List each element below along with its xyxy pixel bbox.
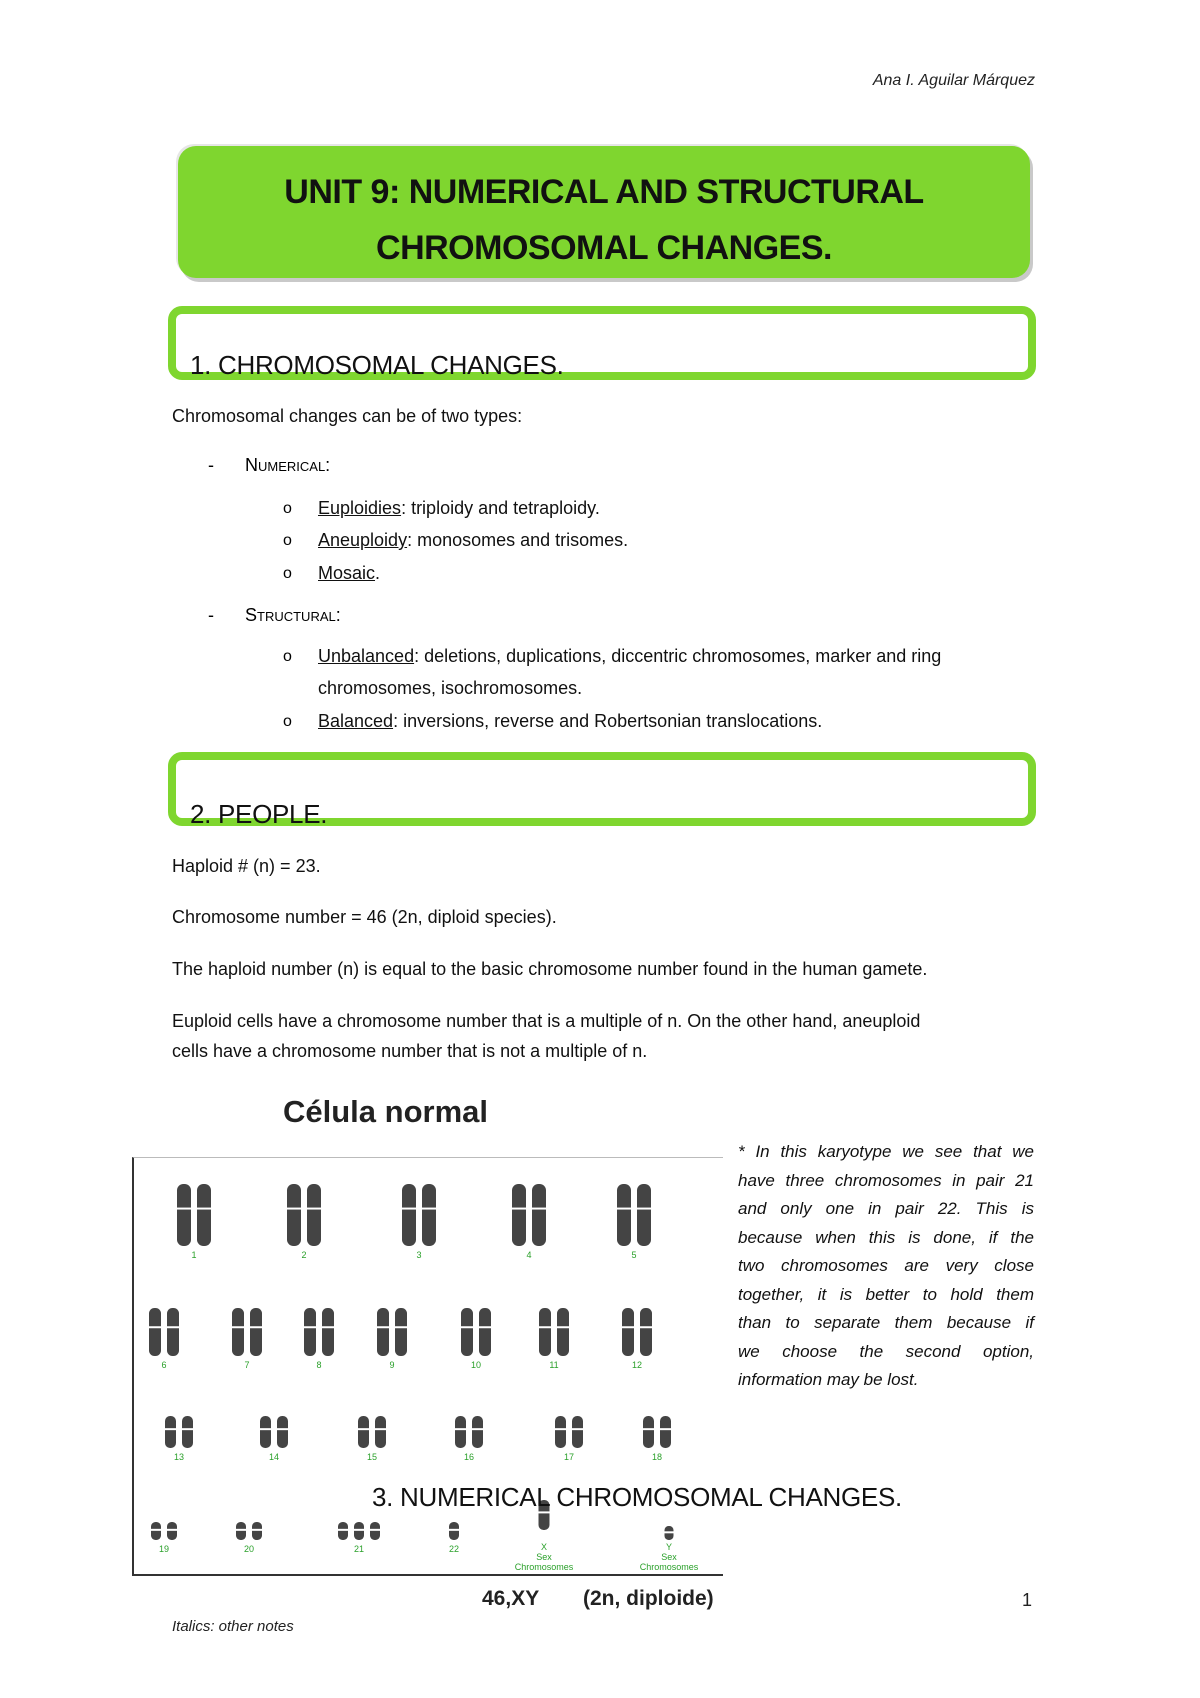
chromosome-pair-label: 9: [389, 1360, 395, 1370]
text-euploidies: : triploidy and tetraploidy.: [401, 498, 600, 518]
centromere: [231, 1326, 245, 1328]
text-unbalanced: : deletions, duplications, diccentric chromosomes, marker and ring: [414, 646, 942, 666]
sex-chromosome-label: X: [540, 1542, 548, 1552]
chromosome-pair-label: 20: [243, 1544, 255, 1554]
chromosome: [277, 1416, 288, 1448]
haploid-definition: The haploid number (n) is equal to the basic chromosome number found in the human gamete.: [172, 959, 928, 979]
centromere: [259, 1428, 272, 1430]
chromosome-pair-label: 8: [316, 1360, 322, 1370]
term-mosaic: Mosaic: [318, 563, 376, 583]
bullet-icon: o: [283, 713, 292, 730]
chromosome: [232, 1308, 244, 1356]
centromere: [460, 1326, 474, 1328]
note-line: together, it is better to hold them: [738, 1284, 1034, 1304]
centromere: [621, 1326, 635, 1328]
centromere: [306, 1208, 322, 1210]
chromosome: [177, 1184, 191, 1246]
centromere: [664, 1531, 675, 1533]
list-item-unbalanced: [318, 643, 1038, 701]
chromosome-pair-label: 10: [470, 1360, 482, 1370]
note-line: than to separate them because if: [738, 1313, 1034, 1332]
chromosome: [402, 1184, 416, 1246]
centromere: [401, 1208, 417, 1210]
centromere: [369, 1529, 381, 1531]
chromosome-pair-label: 17: [563, 1452, 575, 1462]
centromere: [337, 1529, 349, 1531]
chromosome: [149, 1308, 161, 1356]
chromosome: [354, 1522, 364, 1540]
chromosome: [236, 1522, 246, 1540]
unit-title: [178, 164, 1030, 276]
term-euploidies: Euploidies: [318, 498, 402, 518]
centromere: [353, 1529, 365, 1531]
chromosome: [304, 1308, 316, 1356]
chromosome: [637, 1184, 651, 1246]
euploid-definition-line1: Euploid cells have a chromosome number that is a multiple of n. On the other hand, aneuploid: [172, 1011, 921, 1031]
page-number: 1: [1022, 1590, 1033, 1610]
bullet-icon: o: [283, 648, 292, 665]
chromosome: [660, 1416, 671, 1448]
centromere: [374, 1428, 387, 1430]
chromosome: [395, 1308, 407, 1356]
haploid-text: Haploid # (n) = 23.: [172, 856, 321, 876]
chromosome: [461, 1308, 473, 1356]
note-line: have three chromosomes in pair 21: [738, 1170, 1034, 1190]
centromere: [166, 1326, 180, 1328]
chromosome: [167, 1308, 179, 1356]
numerical-dash: -: [208, 455, 214, 475]
chromosome-pair-label: 4: [526, 1250, 532, 1260]
note-line: because when this is done, if the: [738, 1227, 1034, 1247]
chromosome: [640, 1308, 652, 1356]
centromere: [376, 1326, 390, 1328]
chromosome: [643, 1416, 654, 1448]
unit-title-line2: CHROMOSOMAL CHANGES.: [376, 229, 832, 267]
list-item-mosaic: [318, 560, 380, 586]
chromosome-pair-label: 12: [631, 1360, 643, 1370]
centromere: [166, 1529, 178, 1531]
chromosome-pair-label: 2: [301, 1250, 307, 1260]
chromosome: [472, 1416, 483, 1448]
chromosome: [555, 1416, 566, 1448]
term-aneuploidy: Aneuploidy: [318, 530, 408, 550]
chromosome: [260, 1416, 271, 1448]
bullet-icon: o: [283, 532, 292, 549]
section3-heading: 3. NUMERICAL CHROMOSOMAL CHANGES.: [372, 1482, 902, 1512]
centromere: [176, 1208, 192, 1210]
chromosome-pair-label: 18: [651, 1452, 663, 1462]
chromosome: [358, 1416, 369, 1448]
centromere: [251, 1529, 263, 1531]
chromosome: [322, 1308, 334, 1356]
chromosome: [167, 1522, 177, 1540]
karyotype-title: Célula normal: [283, 1094, 488, 1129]
chromosome: [572, 1416, 583, 1448]
chromosome: [287, 1184, 301, 1246]
centromere: [511, 1208, 527, 1210]
centromere: [538, 1326, 552, 1328]
bullet-icon: o: [283, 500, 292, 517]
centromere: [531, 1208, 547, 1210]
centromere: [286, 1208, 302, 1210]
chromosome: [479, 1308, 491, 1356]
centromere: [616, 1208, 632, 1210]
chromosome: [182, 1416, 193, 1448]
chromosome-pair-label: 21: [353, 1544, 365, 1554]
list-item-aneuploidy: [318, 527, 628, 553]
chromosome: [250, 1308, 262, 1356]
centromere: [276, 1428, 289, 1430]
karyotype-caption-46xy: 46,XY: [482, 1587, 540, 1610]
chromosome: [512, 1184, 526, 1246]
chromosome: [197, 1184, 211, 1246]
text-mosaic: .: [375, 563, 381, 583]
chromosome: [455, 1416, 466, 1448]
chromosome-pair-label: 15: [366, 1452, 378, 1462]
centromere: [639, 1326, 653, 1328]
centromere: [556, 1326, 570, 1328]
chromosome: [557, 1308, 569, 1356]
centromere: [249, 1326, 263, 1328]
centromere: [554, 1428, 567, 1430]
list-item-euploidies: [318, 495, 600, 521]
centromere: [471, 1428, 484, 1430]
section1-intro: Chromosomal changes can be of two types:: [172, 406, 523, 426]
chromosome: [165, 1416, 176, 1448]
karyotype-caption-diploid: (2n, diploide): [583, 1587, 714, 1610]
note-line: two chromosomes are very close: [738, 1256, 1034, 1275]
karyotype-note: [738, 1138, 1034, 1395]
centromere: [321, 1326, 335, 1328]
chromosome-pair-label: 7: [244, 1360, 250, 1370]
chromosome-pair-label: 5: [631, 1250, 637, 1260]
text-balanced: : inversions, reverse and Robertsonian translocations.: [393, 711, 823, 731]
sex-chromosomes-caption: Sex: [661, 1552, 677, 1562]
centromere: [357, 1428, 370, 1430]
chromosome: [338, 1522, 348, 1540]
text-unbalanced-cont: chromosomes, isochromosomes.: [318, 678, 583, 698]
chromosome: [532, 1184, 546, 1246]
karyotype-image: [132, 1157, 723, 1576]
centromere: [448, 1529, 460, 1531]
centromere: [659, 1428, 672, 1430]
centromere: [454, 1428, 467, 1430]
euploid-definition-line2: cells have a chromosome number that is not a multiple of n.: [172, 1041, 648, 1061]
centromere: [196, 1208, 212, 1210]
chromosome: [377, 1308, 389, 1356]
centromere: [181, 1428, 194, 1430]
chromosome-pair-label: 19: [158, 1544, 170, 1554]
note-line: information may be lost.: [738, 1370, 919, 1389]
chromosome: [252, 1522, 262, 1540]
chromosome-pair-label: 13: [173, 1452, 185, 1462]
chromosome: [539, 1308, 551, 1356]
term-unbalanced: Unbalanced: [318, 646, 415, 666]
chromosome: [422, 1184, 436, 1246]
text-aneuploidy: : monosomes and trisomes.: [407, 530, 629, 550]
centromere: [303, 1326, 317, 1328]
author-name: Ana I. Aguilar Márquez: [872, 72, 1035, 89]
numerical-label: Numerical:: [245, 455, 331, 475]
centromere: [394, 1326, 408, 1328]
centromere: [478, 1326, 492, 1328]
sex-chromosomes-caption: Chromosomes: [639, 1562, 699, 1572]
centromere: [636, 1208, 652, 1210]
chromosome: [370, 1522, 380, 1540]
chromosome-pair-label: 22: [448, 1544, 460, 1554]
structural-label: Structural:: [245, 605, 341, 625]
chromosome-pair-label: 1: [191, 1250, 197, 1260]
term-balanced: Balanced: [318, 711, 394, 731]
note-line: * In this karyotype we see that we: [738, 1142, 1034, 1161]
chromosome: [617, 1184, 631, 1246]
centromere: [421, 1208, 437, 1210]
sex-chromosome-label: Y: [665, 1542, 673, 1552]
sex-chromosomes-caption: Chromosomes: [514, 1562, 574, 1572]
italics-footnote: Italics: other notes: [172, 1618, 294, 1635]
centromere: [150, 1529, 162, 1531]
note-line: and only one in pair 22. This is: [738, 1199, 1034, 1218]
list-item-balanced: [318, 708, 822, 734]
chromosome: [375, 1416, 386, 1448]
chromosome: [622, 1308, 634, 1356]
sex-chromosomes-caption: Sex: [536, 1552, 552, 1562]
chromosome-pair-label: 11: [549, 1360, 559, 1370]
centromere: [235, 1529, 247, 1531]
chromosome-pair-label: 16: [463, 1452, 475, 1462]
centromere: [571, 1428, 584, 1430]
section2-heading: 2. PEOPLE.: [190, 799, 328, 829]
centromere: [164, 1428, 177, 1430]
structural-dash: -: [208, 605, 214, 625]
note-line: we choose the second option,: [738, 1341, 1034, 1361]
centromere: [642, 1428, 655, 1430]
chromosome-number-text: Chromosome number = 46 (2n, diploid species).: [172, 907, 557, 927]
chromosome-pair-label: 6: [161, 1360, 167, 1370]
unit-title-banner: [178, 146, 1030, 278]
bullet-icon: o: [283, 565, 292, 582]
chromosome: [449, 1522, 459, 1540]
section1-heading: 1. CHROMOSOMAL CHANGES.: [190, 350, 564, 380]
chromosome-pair-label: 3: [416, 1250, 422, 1260]
centromere: [148, 1326, 162, 1328]
unit-title-line1: UNIT 9: NUMERICAL AND STRUCTURAL: [284, 173, 924, 211]
chromosome: [307, 1184, 321, 1246]
chromosome-pair-label: 14: [268, 1452, 280, 1462]
chromosome: [151, 1522, 161, 1540]
